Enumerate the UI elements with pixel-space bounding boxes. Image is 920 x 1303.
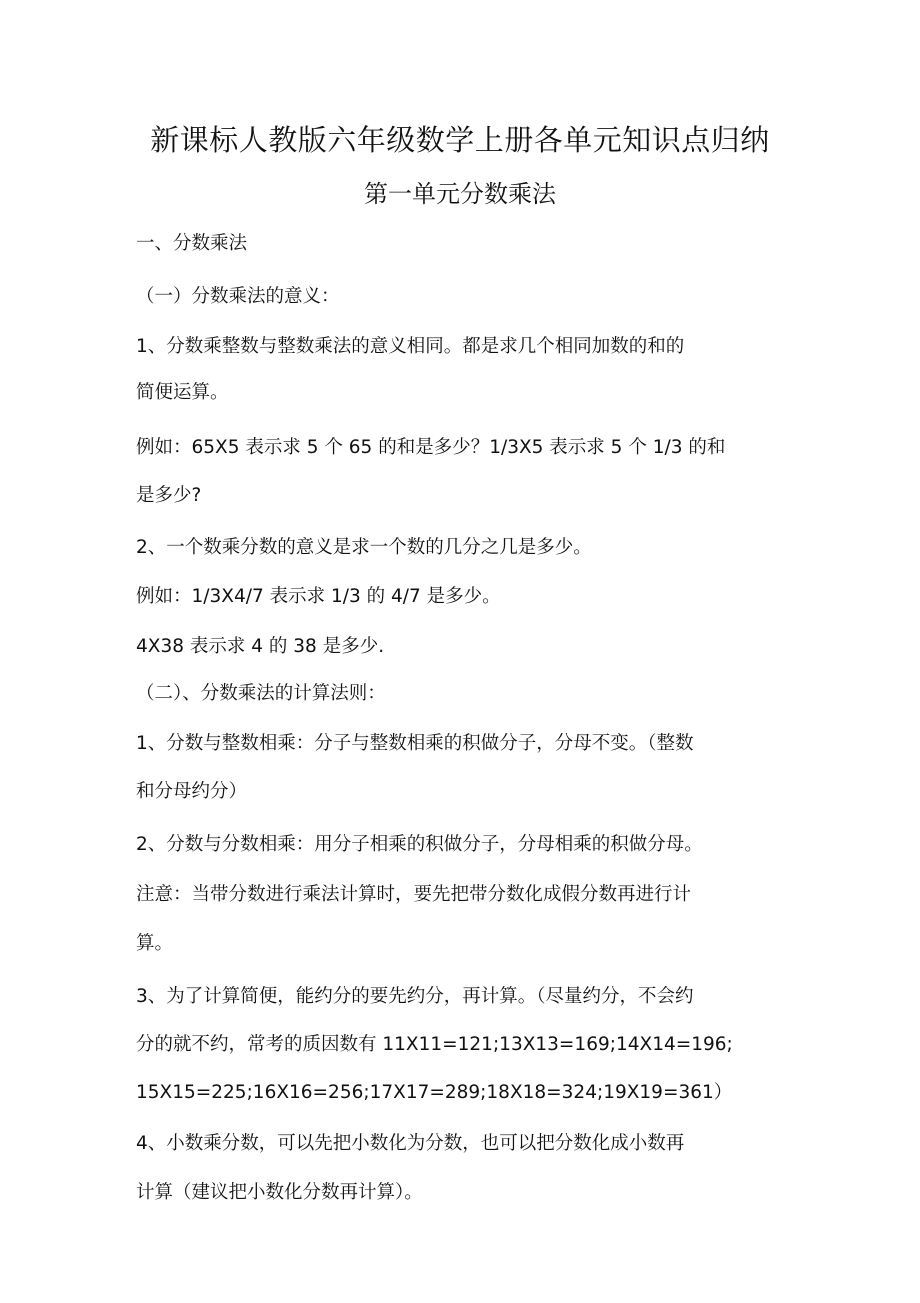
paragraph-line: 计算（建议把小数化分数再计算）。 (136, 1182, 423, 1203)
example-line: 例如：65X5 表示求 5 个 65 的和是多少？1/3X5 表示求 5 个 1/3 的和 (136, 437, 726, 458)
paragraph-line: 2、分数与分数相乘：用分子相乘的积做分子，分母相乘的积做分母。 (136, 834, 703, 855)
paragraph-line: 3、为了计算简便，能约分的要先约分，再计算。（尽量约分，不会约 (136, 986, 694, 1007)
example-line: 4X38 表示求 4 的 38 是多少. (136, 636, 385, 657)
subsection-heading: （一）分数乘法的意义： (136, 286, 340, 307)
paragraph-line: 1、分数乘整数与整数乘法的意义相同。都是求几个相同加数的和的 (136, 336, 685, 357)
paragraph-line: 分的就不约，常考的质因数有 11X11=121;13X13=169;14X14=196; (136, 1034, 733, 1055)
example-line: 例如：1/3X4/7 表示求 1/3 的 4/7 是多少。 (136, 586, 501, 607)
paragraph-line: 和分母约分） (136, 781, 248, 802)
section-heading: 一、分数乘法 (136, 233, 248, 254)
paragraph-line: 简便运算。 (136, 382, 229, 403)
paragraph-line: 15X15=225;16X16=256;17X17=289;18X18=324;19X19=361） (136, 1082, 733, 1103)
example-line: 是多少? (136, 485, 202, 506)
paragraph-line: 1、分数与整数相乘：分子与整数相乘的积做分子，分母不变。（整数 (136, 733, 694, 754)
document-title: 新课标人教版六年级数学上册各单元知识点归纳 (150, 123, 770, 157)
note-line: 算。 (136, 933, 174, 954)
note-line: 注意：当带分数进行乘法计算时，要先把带分数化成假分数再进行计 (136, 884, 692, 905)
paragraph-line: 2、一个数乘分数的意义是求一个数的几分之几是多少。 (136, 537, 592, 558)
subsection-heading: （二）、分数乘法的计算法则： (136, 683, 386, 704)
paragraph-line: 4、小数乘分数，可以先把小数化为分数，也可以把分数化成小数再 (136, 1133, 685, 1154)
unit-title: 第一单元分数乘法 (364, 180, 556, 208)
